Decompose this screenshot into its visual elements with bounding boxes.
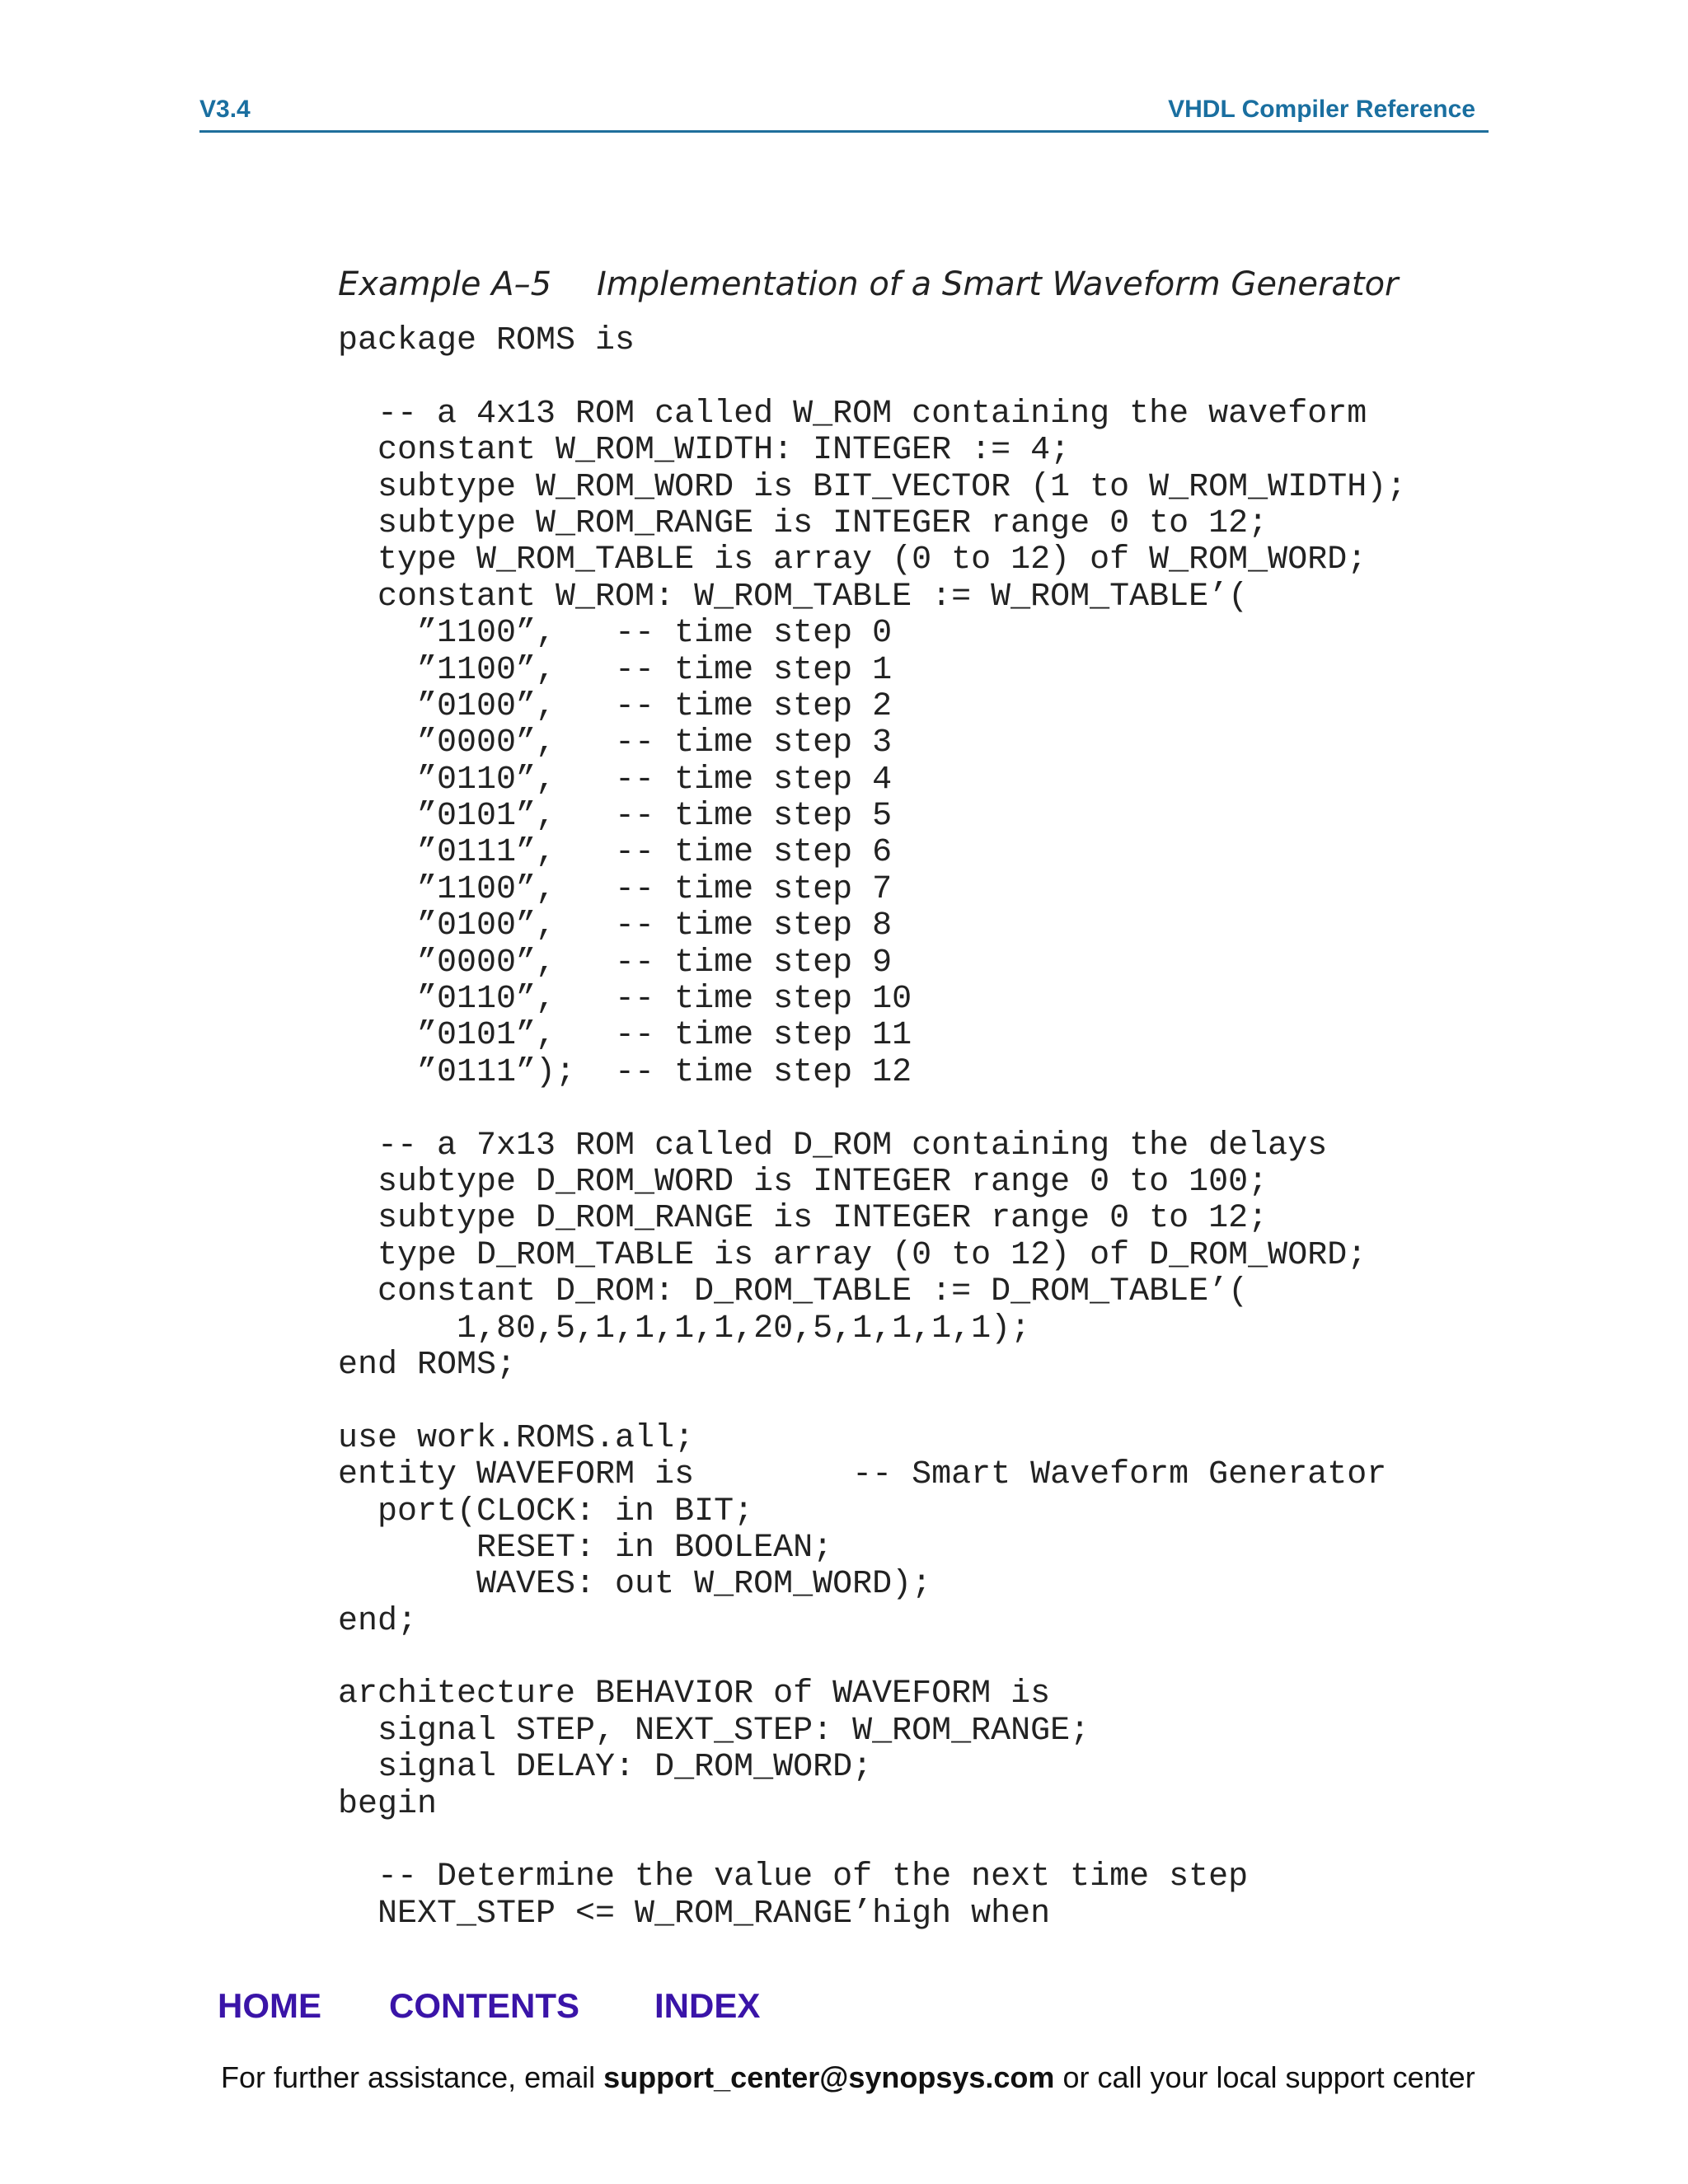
- code-line: ”1100”, -- time step 1: [338, 651, 893, 689]
- code-line: [338, 1823, 1406, 1859]
- code-line: constant W_ROM: W_ROM_TABLE := W_ROM_TABLE’(: [338, 578, 1249, 616]
- code-line: [338, 1091, 1406, 1127]
- page-header: [199, 92, 1489, 133]
- code-line: constant D_ROM: D_ROM_TABLE := D_ROM_TABLE’(: [338, 1273, 1249, 1311]
- code-line: type D_ROM_TABLE is array (0 to 12) of D_ROM_WORD;: [338, 1236, 1367, 1274]
- code-listing: [338, 323, 1406, 1933]
- code-line: package ROMS is: [338, 322, 635, 359]
- code-line: end ROMS;: [338, 1346, 517, 1384]
- version-label: V3.4: [199, 96, 251, 123]
- support-footer: [221, 2060, 1475, 2095]
- code-line: signal STEP, NEXT_STEP: W_ROM_RANGE;: [338, 1712, 1090, 1750]
- code-line: begin: [338, 1785, 438, 1823]
- code-line: signal DELAY: D_ROM_WORD;: [338, 1749, 873, 1787]
- home-link[interactable]: HOME: [218, 1986, 321, 2025]
- example-title: Implementation of a Smart Waveform Generator: [597, 265, 1399, 303]
- contents-link[interactable]: CONTENTS: [389, 1986, 579, 2025]
- code-line: port(CLOCK: in BIT;: [338, 1493, 754, 1530]
- code-line: NEXT_STEP <= W_ROM_RANGE’high when: [338, 1895, 1051, 1933]
- code-line: -- a 4x13 ROM called W_ROM containing the waveform: [338, 395, 1367, 433]
- code-line: constant W_ROM_WIDTH: INTEGER := 4;: [338, 432, 1071, 470]
- code-line: entity WAVEFORM is -- Smart Waveform Generator: [338, 1456, 1387, 1494]
- example-caption: [338, 265, 1399, 303]
- code-line: ”1100”, -- time step 0: [338, 615, 893, 653]
- code-line: ”0110”, -- time step 4: [338, 761, 893, 799]
- code-line: use work.ROMS.all;: [338, 1419, 695, 1457]
- code-line: ”1100”, -- time step 7: [338, 870, 893, 908]
- code-line: [338, 359, 1406, 396]
- code-line: -- Determine the value of the next time step: [338, 1858, 1249, 1896]
- code-line: subtype D_ROM_WORD is INTEGER range 0 to 100;: [338, 1163, 1268, 1201]
- code-line: ”0111”); -- time step 12: [338, 1053, 912, 1091]
- code-line: -- a 7x13 ROM called D_ROM containing the delays: [338, 1127, 1328, 1165]
- code-line: architecture BEHAVIOR of WAVEFORM is: [338, 1675, 1051, 1713]
- example-label: Example A–5: [338, 265, 552, 303]
- code-line: ”0110”, -- time step 10: [338, 981, 912, 1019]
- code-line: subtype W_ROM_WORD is BIT_VECTOR (1 to W_ROM_WIDTH);: [338, 468, 1407, 506]
- code-line: ”0000”, -- time step 3: [338, 724, 893, 762]
- code-line: ”0100”, -- time step 2: [338, 687, 893, 725]
- code-line: subtype D_ROM_RANGE is INTEGER range 0 to 12;: [338, 1200, 1268, 1238]
- code-line: ”0000”, -- time step 9: [338, 944, 893, 982]
- code-line: [338, 1384, 1406, 1420]
- code-line: type W_ROM_TABLE is array (0 to 12) of W_ROM_WORD;: [338, 541, 1367, 579]
- index-link[interactable]: INDEX: [654, 1986, 761, 2025]
- support-email: support_center@synopsys.com: [603, 2060, 1055, 2094]
- code-line: 1,80,5,1,1,1,1,20,5,1,1,1,1);: [338, 1310, 1031, 1347]
- code-line: WAVES: out W_ROM_WORD);: [338, 1566, 932, 1604]
- code-line: end;: [338, 1602, 418, 1640]
- code-line: ”0111”, -- time step 6: [338, 834, 893, 872]
- code-line: ”0101”, -- time step 11: [338, 1017, 912, 1055]
- code-line: RESET: in BOOLEAN;: [338, 1529, 833, 1567]
- footer-suffix: or call your local support center: [1054, 2060, 1475, 2094]
- code-line: ”0100”, -- time step 8: [338, 907, 893, 945]
- document-title: VHDL Compiler Reference: [1168, 96, 1475, 123]
- code-line: [338, 1640, 1406, 1676]
- footer-prefix: For further assistance, email: [221, 2060, 604, 2094]
- code-line: ”0101”, -- time step 5: [338, 798, 893, 836]
- code-line: subtype W_ROM_RANGE is INTEGER range 0 to 12;: [338, 504, 1268, 542]
